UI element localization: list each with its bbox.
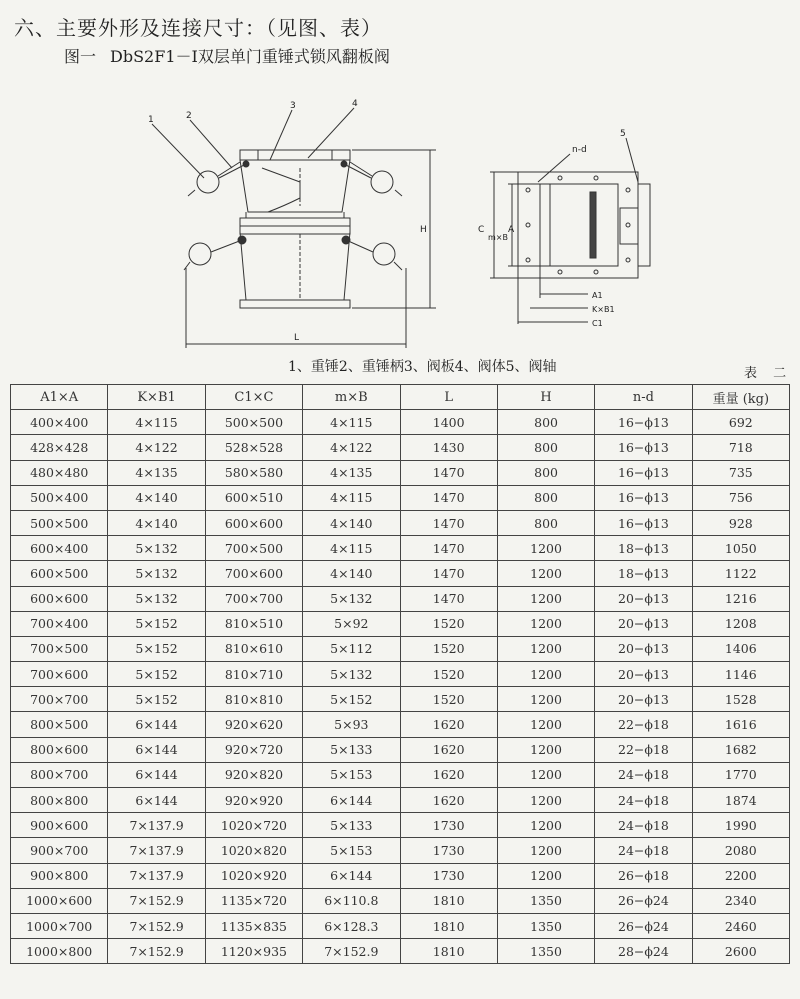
table-cell: 735: [692, 460, 789, 485]
dim-label-KxB1: K×B1: [592, 305, 615, 314]
table-row: [11, 485, 790, 510]
table-cell: 16−ϕ13: [595, 485, 692, 510]
table-cell: 20−ϕ13: [595, 636, 692, 661]
table-cell: 700×700: [11, 687, 108, 712]
dim-label-mxB: m×B: [488, 233, 508, 242]
table-cell: 1470: [400, 536, 497, 561]
table-cell: 400×400: [11, 410, 108, 435]
dim-label-n-d: n-d: [572, 145, 587, 155]
dimension-table: [10, 384, 790, 964]
table-cell: 1430: [400, 435, 497, 460]
table-cell: 700×500: [11, 636, 108, 661]
table-cell: 1122: [692, 561, 789, 586]
table-cell: 1470: [400, 460, 497, 485]
column-header: C1×C: [205, 385, 302, 410]
table-cell: 1470: [400, 561, 497, 586]
table-cell: 1350: [497, 939, 594, 964]
column-header: L: [400, 385, 497, 410]
table-cell: 2080: [692, 838, 789, 863]
table-cell: 1470: [400, 510, 497, 535]
table-row: [11, 611, 790, 636]
table-cell: 900×800: [11, 863, 108, 888]
table-cell: 1050: [692, 536, 789, 561]
table-row: [11, 561, 790, 586]
table-cell: 1528: [692, 687, 789, 712]
table-cell: 810×710: [205, 662, 302, 687]
table-row: [11, 662, 790, 687]
part-label-3: 3: [290, 101, 296, 111]
section-heading: 六、主要外形及连接尺寸：（见图、表）: [14, 16, 382, 40]
table-row: [11, 913, 790, 938]
table-cell: 1000×700: [11, 913, 108, 938]
table-cell: 1135×835: [205, 913, 302, 938]
table-cell: 1616: [692, 712, 789, 737]
table-cell: 810×510: [205, 611, 302, 636]
table-cell: 1020×920: [205, 863, 302, 888]
figure-caption: [64, 44, 390, 67]
part-label-1: 1: [148, 115, 154, 125]
table-cell: 1730: [400, 813, 497, 838]
table-cell: 800: [497, 460, 594, 485]
table-cell: 7×152.9: [108, 888, 205, 913]
column-header: A1×A: [11, 385, 108, 410]
table-cell: 1730: [400, 863, 497, 888]
table-cell: 1200: [497, 611, 594, 636]
table-cell: 500×500: [11, 510, 108, 535]
table-cell: 1810: [400, 913, 497, 938]
table-cell: 5×132: [108, 561, 205, 586]
table-cell: 1350: [497, 913, 594, 938]
column-header: H: [497, 385, 594, 410]
side-view: [478, 129, 650, 328]
table-cell: 1135×720: [205, 888, 302, 913]
table-cell: 5×132: [108, 536, 205, 561]
table-cell: 1200: [497, 687, 594, 712]
table-cell: 1208: [692, 611, 789, 636]
table-cell: 5×153: [303, 838, 400, 863]
table-cell: 1000×600: [11, 888, 108, 913]
valve-drawing: [0, 72, 800, 362]
table-cell: 810×610: [205, 636, 302, 661]
table-cell: 5×132: [303, 586, 400, 611]
table-cell: 4×122: [303, 435, 400, 460]
table-cell: 1350: [497, 888, 594, 913]
table-cell: 5×152: [108, 611, 205, 636]
column-header: m×B: [303, 385, 400, 410]
table-cell: 4×135: [303, 460, 400, 485]
table-cell: 7×137.9: [108, 838, 205, 863]
table-cell: 6×144: [108, 712, 205, 737]
table-cell: 1200: [497, 536, 594, 561]
table-cell: 24−ϕ18: [595, 762, 692, 787]
table-cell: 1200: [497, 561, 594, 586]
table-cell: 1406: [692, 636, 789, 661]
table-cell: 6×144: [303, 788, 400, 813]
table-row: [11, 813, 790, 838]
table-cell: 1020×720: [205, 813, 302, 838]
table-cell: 600×510: [205, 485, 302, 510]
table-cell: 4×135: [108, 460, 205, 485]
table-cell: 7×152.9: [108, 913, 205, 938]
part-label-4: 4: [352, 99, 358, 109]
table-cell: 1810: [400, 888, 497, 913]
table-cell: 1620: [400, 762, 497, 787]
table-row: [11, 586, 790, 611]
table-cell: 800×700: [11, 762, 108, 787]
table-cell: 756: [692, 485, 789, 510]
table-cell: 1200: [497, 662, 594, 687]
table-row: [11, 510, 790, 535]
table-cell: 7×152.9: [303, 939, 400, 964]
table-cell: 800: [497, 485, 594, 510]
table-cell: 1874: [692, 788, 789, 813]
table-row: [11, 712, 790, 737]
table-cell: 2200: [692, 863, 789, 888]
table-cell: 800×800: [11, 788, 108, 813]
table-row: [11, 460, 790, 485]
table-cell: 718: [692, 435, 789, 460]
table-cell: 5×152: [108, 636, 205, 661]
table-cell: 24−ϕ18: [595, 788, 692, 813]
table-cell: 22−ϕ18: [595, 712, 692, 737]
table-cell: 700×600: [11, 662, 108, 687]
table-cell: 1000×800: [11, 939, 108, 964]
dim-label-L: L: [294, 333, 300, 343]
part-label-5: 5: [620, 129, 626, 139]
table-cell: 26−ϕ18: [595, 863, 692, 888]
table-row: [11, 636, 790, 661]
table-cell: 1200: [497, 863, 594, 888]
dim-label-H: H: [420, 225, 427, 235]
table-cell: 800×600: [11, 737, 108, 762]
table-cell: 1470: [400, 485, 497, 510]
table-cell: 4×115: [303, 536, 400, 561]
table-cell: 4×115: [303, 410, 400, 435]
table-cell: 1200: [497, 762, 594, 787]
table-cell: 20−ϕ13: [595, 586, 692, 611]
table-cell: 1810: [400, 939, 497, 964]
table-cell: 5×132: [108, 586, 205, 611]
table-cell: 1520: [400, 636, 497, 661]
table-cell: 1400: [400, 410, 497, 435]
table-cell: 18−ϕ13: [595, 561, 692, 586]
table-cell: 28−ϕ24: [595, 939, 692, 964]
table-cell: 1200: [497, 838, 594, 863]
table-row: [11, 536, 790, 561]
table-cell: 5×152: [108, 662, 205, 687]
table-cell: 20−ϕ13: [595, 687, 692, 712]
table-cell: 700×700: [205, 586, 302, 611]
table-cell: 4×122: [108, 435, 205, 460]
table-cell: 1146: [692, 662, 789, 687]
parts-legend: 1、重锤2、重锤柄3、阀板4、阀体5、阀轴: [288, 359, 557, 375]
table-cell: 4×140: [108, 510, 205, 535]
table-cell: 428×428: [11, 435, 108, 460]
table-cell: 1682: [692, 737, 789, 762]
table-cell: 6×110.8: [303, 888, 400, 913]
table-cell: 16−ϕ13: [595, 510, 692, 535]
table-cell: 700×500: [205, 536, 302, 561]
table-cell: 1200: [497, 813, 594, 838]
part-label-2: 2: [186, 111, 192, 121]
table-row: [11, 888, 790, 913]
table-cell: 600×600: [205, 510, 302, 535]
table-cell: 810×810: [205, 687, 302, 712]
column-header: K×B1: [108, 385, 205, 410]
table-cell: 1620: [400, 788, 497, 813]
table-cell: 6×144: [108, 737, 205, 762]
table-cell: 480×480: [11, 460, 108, 485]
table-cell: 20−ϕ13: [595, 662, 692, 687]
table-cell: 1520: [400, 687, 497, 712]
table-cell: 1020×820: [205, 838, 302, 863]
table-cell: 6×128.3: [303, 913, 400, 938]
table-cell: 800×500: [11, 712, 108, 737]
table-cell: 5×152: [303, 687, 400, 712]
table-cell: 1620: [400, 712, 497, 737]
table-cell: 16−ϕ13: [595, 460, 692, 485]
table-cell: 692: [692, 410, 789, 435]
table-row: [11, 410, 790, 435]
table-cell: 16−ϕ13: [595, 410, 692, 435]
table-cell: 1120×935: [205, 939, 302, 964]
column-header: n-d: [595, 385, 692, 410]
model-name: DbS2F1－Ⅰ双层单门重锤式锁风翻板阀: [110, 47, 390, 66]
table-cell: 26−ϕ24: [595, 913, 692, 938]
table-cell: 928: [692, 510, 789, 535]
table-cell: 1730: [400, 838, 497, 863]
table-cell: 6×144: [303, 863, 400, 888]
table-row: [11, 737, 790, 762]
table-cell: 920×620: [205, 712, 302, 737]
table-cell: 2340: [692, 888, 789, 913]
table-cell: 800: [497, 410, 594, 435]
front-view: [148, 99, 436, 348]
table-cell: 22−ϕ18: [595, 737, 692, 762]
table-cell: 700×400: [11, 611, 108, 636]
table-cell: 700×600: [205, 561, 302, 586]
table-row: [11, 838, 790, 863]
table-cell: 4×140: [303, 510, 400, 535]
table-cell: 600×600: [11, 586, 108, 611]
table-header-row: [11, 385, 790, 410]
table-cell: 900×600: [11, 813, 108, 838]
table-cell: 4×140: [303, 561, 400, 586]
table-cell: 4×115: [303, 485, 400, 510]
column-header: 重量 (kg): [692, 385, 789, 410]
table-cell: 1200: [497, 712, 594, 737]
table-row: [11, 687, 790, 712]
table-cell: 4×140: [108, 485, 205, 510]
table-label: 表 二: [744, 366, 793, 381]
table-row: [11, 762, 790, 787]
table-cell: 5×92: [303, 611, 400, 636]
table-cell: 6×144: [108, 762, 205, 787]
table-cell: 5×152: [108, 687, 205, 712]
table-cell: 1200: [497, 788, 594, 813]
table-cell: 900×700: [11, 838, 108, 863]
table-cell: 500×500: [205, 410, 302, 435]
table-cell: 1770: [692, 762, 789, 787]
table-cell: 1990: [692, 813, 789, 838]
table-cell: 5×133: [303, 813, 400, 838]
table-row: [11, 939, 790, 964]
table-cell: 24−ϕ18: [595, 838, 692, 863]
table-cell: 7×137.9: [108, 863, 205, 888]
table-cell: 920×720: [205, 737, 302, 762]
table-cell: 24−ϕ18: [595, 813, 692, 838]
dim-label-C: C: [478, 225, 485, 235]
table-cell: 1200: [497, 737, 594, 762]
table-cell: 1620: [400, 737, 497, 762]
table-cell: 600×500: [11, 561, 108, 586]
table-cell: 1200: [497, 586, 594, 611]
table-cell: 1470: [400, 586, 497, 611]
table-cell: 800: [497, 435, 594, 460]
dim-label-A: A: [508, 225, 515, 235]
table-cell: 920×820: [205, 762, 302, 787]
table-row: [11, 863, 790, 888]
table-cell: 800: [497, 510, 594, 535]
table-cell: 7×152.9: [108, 939, 205, 964]
table-row: [11, 435, 790, 460]
table-cell: 18−ϕ13: [595, 536, 692, 561]
table-cell: 1520: [400, 611, 497, 636]
table-cell: 5×132: [303, 662, 400, 687]
table-cell: 2460: [692, 913, 789, 938]
table-cell: 5×112: [303, 636, 400, 661]
table-cell: 528×528: [205, 435, 302, 460]
table-cell: 2600: [692, 939, 789, 964]
table-row: [11, 788, 790, 813]
table-cell: 6×144: [108, 788, 205, 813]
dim-label-C1: C1: [592, 319, 603, 328]
table-cell: 500×400: [11, 485, 108, 510]
table-cell: 4×115: [108, 410, 205, 435]
table-cell: 20−ϕ13: [595, 611, 692, 636]
table-cell: 1200: [497, 636, 594, 661]
table-cell: 5×93: [303, 712, 400, 737]
figure-label: 图一: [64, 47, 97, 66]
dim-label-A1: A1: [592, 291, 603, 300]
table-cell: 1520: [400, 662, 497, 687]
table-cell: 600×400: [11, 536, 108, 561]
table-cell: 920×920: [205, 788, 302, 813]
table-cell: 16−ϕ13: [595, 435, 692, 460]
table-cell: 1216: [692, 586, 789, 611]
table-cell: 580×580: [205, 460, 302, 485]
table-cell: 26−ϕ24: [595, 888, 692, 913]
table-cell: 5×153: [303, 762, 400, 787]
table-cell: 5×133: [303, 737, 400, 762]
table-cell: 7×137.9: [108, 813, 205, 838]
